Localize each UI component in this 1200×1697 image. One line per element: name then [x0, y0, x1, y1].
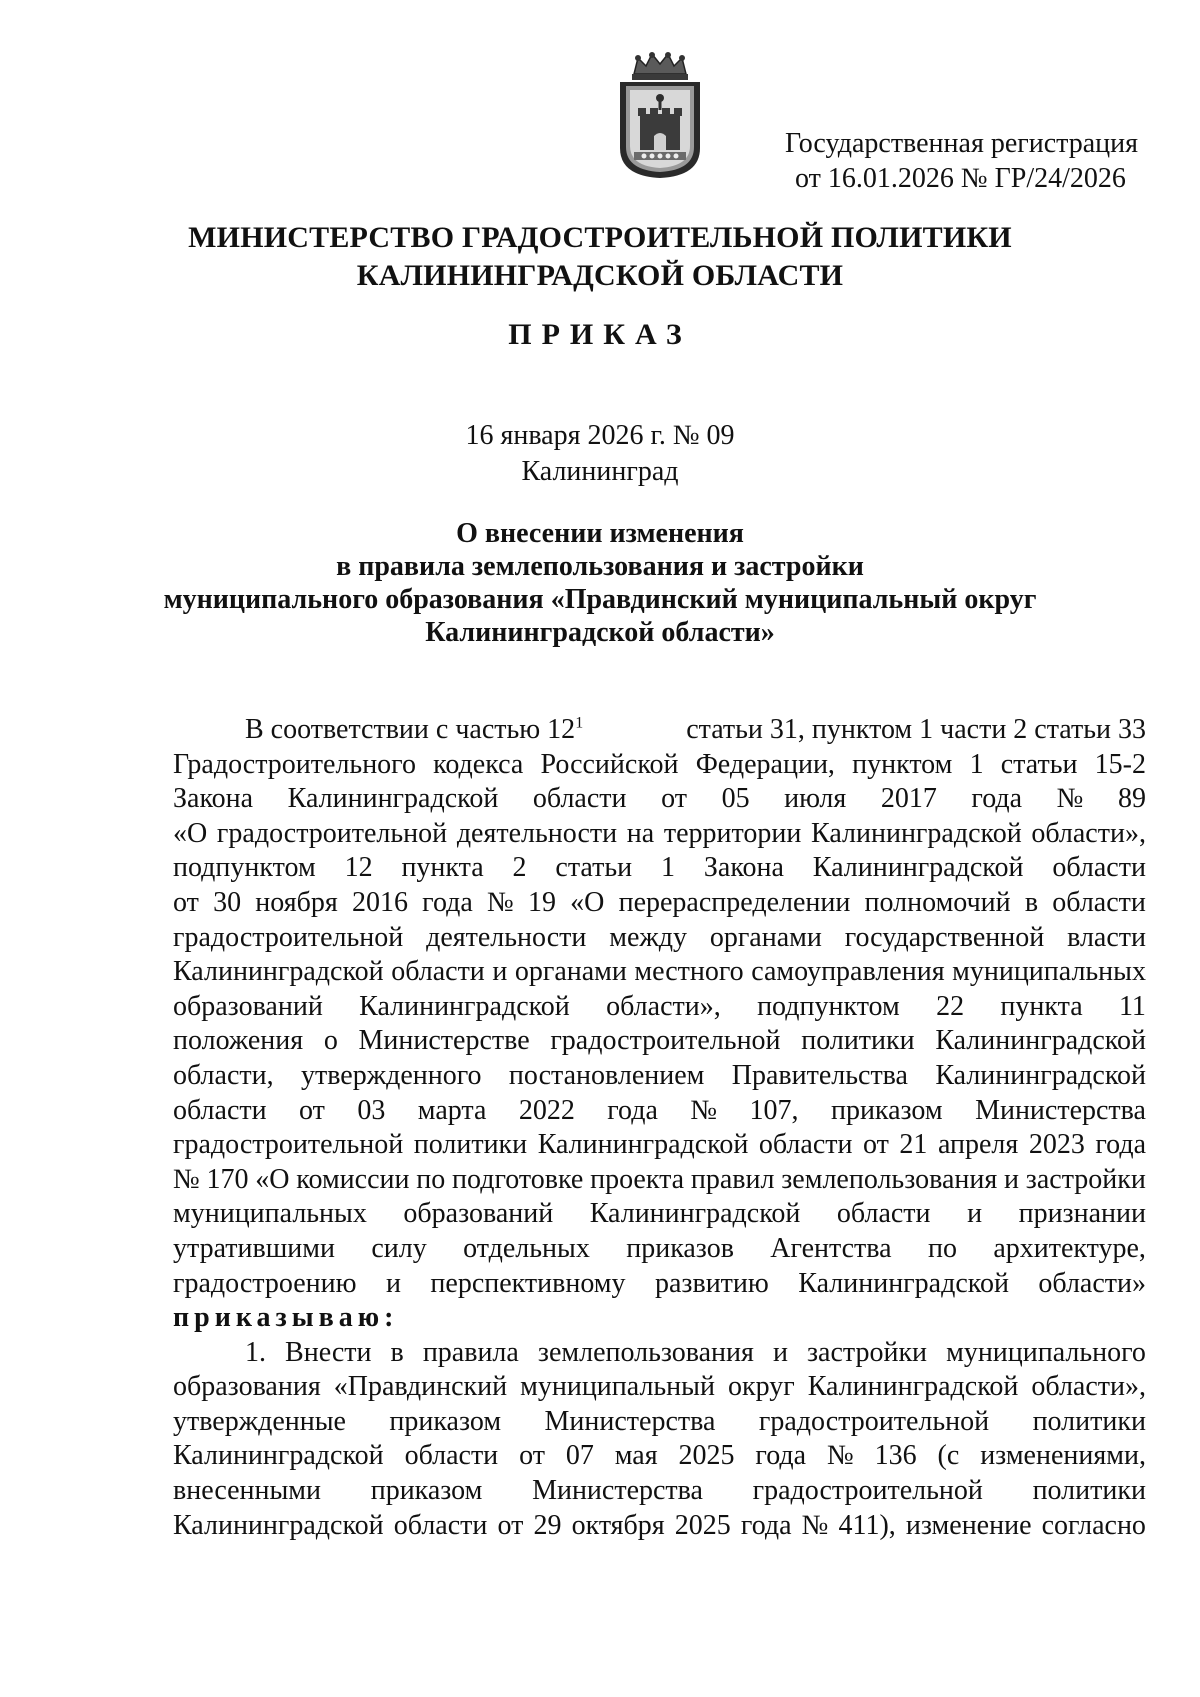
body-word: органами — [709, 921, 822, 953]
body-word: подготовке — [452, 1163, 584, 1195]
body-word: октября — [571, 1509, 665, 1541]
body-word: № — [826, 1440, 854, 1472]
body-word: области — [404, 1440, 499, 1472]
body-line — [173, 1024, 1146, 1059]
body-word: изменениями, — [980, 1440, 1146, 1472]
body-word: образований — [173, 990, 323, 1022]
coat-of-arms-icon — [612, 52, 708, 180]
body-line — [173, 1059, 1146, 1094]
subject-line-2: в правила землепользования и застройки — [336, 551, 864, 582]
body-word: от — [299, 1094, 325, 1126]
body-word: 1 — [969, 748, 984, 780]
body-word: между — [609, 921, 687, 953]
body-word: Калининградской — [811, 817, 1022, 849]
body-word: области — [1052, 886, 1146, 918]
body-word: на — [626, 817, 655, 849]
body-word: отдельных — [463, 1232, 590, 1264]
body-word: года — [1095, 1129, 1146, 1161]
subject-line-4: Калининградской области» — [425, 617, 775, 648]
body-word: области — [1052, 852, 1146, 884]
body-line — [173, 1405, 1146, 1440]
body-word: пункта — [1000, 990, 1083, 1022]
body-word: приказом — [389, 1405, 502, 1437]
body-line — [173, 851, 1146, 886]
document-body — [173, 713, 1146, 1543]
body-word: приказом — [370, 1475, 483, 1507]
body-word: от — [173, 886, 199, 918]
body-word: 19 — [527, 886, 556, 918]
body-word: градостроительной — [758, 1405, 990, 1437]
body-line — [173, 713, 1146, 748]
body-word: Российской — [540, 748, 679, 780]
body-word: утратившими — [173, 1232, 335, 1264]
body-word: 107, — [749, 1094, 799, 1126]
body-word: области, — [173, 1059, 274, 1091]
body-word: утвержденные — [173, 1405, 346, 1437]
body-word: Калининградской — [935, 1025, 1146, 1057]
body-line — [173, 1439, 1146, 1474]
body-word: в — [1024, 886, 1039, 918]
date-number: 16 января 2026 г. № 09 — [465, 420, 735, 451]
body-word: 21 — [899, 1129, 928, 1161]
body-word: 2022 — [518, 1094, 575, 1126]
body-word: внесенными — [173, 1475, 322, 1507]
body-word: 05 — [721, 783, 750, 815]
body-word: градостроению — [173, 1267, 357, 1299]
body-word: согласно — [1041, 1509, 1146, 1541]
registration-block — [785, 126, 1138, 196]
body-word: «О — [173, 817, 208, 849]
document-subject — [0, 517, 1200, 649]
body-word: области — [391, 956, 485, 988]
body-word: территории — [663, 817, 802, 849]
body-word: 03 — [357, 1094, 386, 1126]
body-line-text: В соответствии с частью $12^1$ — [245, 714, 584, 745]
body-word: градостроительной — [173, 921, 404, 953]
body-word: от — [519, 1440, 545, 1472]
body-word: 136 — [874, 1440, 917, 1472]
body-word: года — [971, 783, 1023, 815]
body-word: правила — [422, 1336, 519, 1368]
body-word: и — [1004, 1163, 1019, 1195]
body-word: кодекса — [433, 748, 524, 780]
body-word: правил — [690, 1163, 775, 1195]
body-word: Министерства — [544, 1405, 716, 1437]
body-word: комиссии — [296, 1163, 410, 1195]
body-word: «О — [570, 886, 605, 918]
body-word: образований — [403, 1198, 554, 1230]
body-word: мая — [614, 1440, 658, 1472]
body-word: положения — [173, 1025, 304, 1057]
body-word: 2025 — [674, 1509, 731, 1541]
body-word: Калининградской — [589, 1198, 801, 1230]
body-word: Агентства — [770, 1232, 892, 1264]
body-word: градостроительной — [173, 1129, 404, 1161]
body-word: и — [492, 956, 508, 988]
registration-line-1: Государственная регистрация — [785, 128, 1138, 159]
body-word: утвержденного — [301, 1059, 482, 1091]
body-word: Калининградской — [287, 783, 499, 815]
body-word: 411), — [838, 1509, 896, 1541]
body-word: Калининградской — [537, 1129, 749, 1161]
ministry-title — [0, 219, 1200, 295]
body-word: Министерства — [532, 1475, 703, 1507]
body-line — [173, 1094, 1146, 1129]
body-word: перераспределении — [618, 886, 851, 918]
body-word: области — [393, 1509, 488, 1541]
body-line — [173, 1474, 1146, 1509]
body-word: марта — [417, 1094, 487, 1126]
body-word: 07 — [565, 1440, 594, 1472]
body-word: деятельности — [456, 817, 618, 849]
body-word: подпунктом — [757, 990, 900, 1022]
body-word: ноября — [255, 886, 338, 918]
body-word: 2017 — [880, 783, 937, 815]
body-word: муниципального — [946, 1336, 1146, 1368]
body-word: Министерстве — [358, 1025, 530, 1057]
registration-line-2: от 16.01.2026 № ГР/24/2026 — [795, 163, 1126, 194]
body-word: Калининградской — [359, 990, 570, 1022]
body-word: (с — [937, 1440, 960, 1472]
body-word: власти — [1067, 921, 1146, 953]
body-line — [173, 1197, 1146, 1232]
body-word: градостроительной — [550, 1025, 781, 1057]
body-word: полномочий — [864, 886, 1011, 918]
body-word: 1. — [245, 1336, 266, 1368]
body-word: области — [532, 783, 627, 815]
subject-line-1: О внесении изменения — [456, 518, 744, 549]
body-word: градостроительной — [752, 1475, 983, 1507]
body-word: по — [927, 1232, 957, 1264]
body-word: 2016 — [351, 886, 408, 918]
body-word: Калининградской — [173, 956, 384, 988]
body-word: округ — [727, 1371, 795, 1403]
body-line — [173, 817, 1146, 852]
body-word: области», — [1031, 1371, 1146, 1403]
body-word: признании — [1018, 1198, 1146, 1230]
body-word: Калининградской — [173, 1509, 384, 1541]
document-type: ПРИКАЗ — [508, 318, 692, 351]
body-line — [173, 1509, 1146, 1544]
body-word: 170 — [206, 1163, 249, 1195]
body-word: политики — [1032, 1405, 1146, 1437]
body-word: и — [967, 1198, 983, 1230]
body-word: политики — [1032, 1475, 1146, 1507]
body-word: деятельности — [426, 921, 587, 953]
body-word: статьи — [555, 852, 633, 884]
body-word: застройки — [1025, 1163, 1146, 1195]
body-word: государственной — [844, 921, 1045, 953]
body-line — [173, 886, 1146, 921]
body-word: муниципальный — [520, 1371, 715, 1403]
body-word: органами — [514, 956, 627, 988]
body-word: политики — [413, 1129, 528, 1161]
city: Калининград — [521, 456, 679, 487]
body-line — [173, 1128, 1146, 1163]
body-line — [173, 921, 1146, 956]
body-word: 29 — [533, 1509, 562, 1541]
body-word: № — [801, 1509, 829, 1541]
body-word: в — [390, 1336, 404, 1368]
body-word: Федерации, — [695, 748, 835, 780]
body-word: статьи — [1000, 748, 1078, 780]
body-word: 2 — [512, 852, 527, 884]
subject-line-3: муниципального образования «Правдинский муниципальный округ — [163, 584, 1037, 615]
body-word: муниципальных — [952, 956, 1146, 988]
body-word: перспективному — [430, 1267, 626, 1299]
body-word: Калининградской — [798, 1267, 1009, 1299]
ministry-line-1: МИНИСТЕРСТВО ГРАДОСТРОИТЕЛЬНОЙ ПОЛИТИКИ — [188, 221, 1012, 254]
body-line — [173, 748, 1146, 783]
body-word: года — [740, 1509, 792, 1541]
body-line — [173, 782, 1146, 817]
body-word: года — [422, 886, 473, 918]
body-word: 2025 — [678, 1440, 735, 1472]
body-word: самоуправления — [751, 956, 945, 988]
body-word: образования — [173, 1371, 321, 1403]
body-line-text: статьи 31, пунктом 1 части 2 статьи 33 — [686, 714, 1146, 745]
body-word: приказов — [626, 1232, 734, 1264]
body-word: землепользования — [537, 1336, 754, 1368]
body-word: градостроительной — [216, 817, 448, 849]
body-word: «О — [255, 1163, 290, 1195]
body-word: муниципальных — [173, 1198, 367, 1230]
body-word: архитектуре, — [993, 1232, 1146, 1264]
body-word: № — [173, 1163, 200, 1195]
order-keyword: приказываю: — [173, 1302, 399, 1334]
body-word: 30 — [213, 886, 242, 918]
body-line — [173, 990, 1146, 1025]
body-word: проекта — [590, 1163, 685, 1195]
body-word: постановлением — [508, 1059, 705, 1091]
body-word: приказом — [830, 1094, 943, 1126]
body-word: 12 — [344, 852, 373, 884]
body-word: Правительства — [731, 1059, 908, 1091]
date-block — [0, 418, 1200, 490]
body-word: области», — [606, 990, 721, 1022]
body-word: от — [497, 1509, 524, 1541]
body-word: изменение — [905, 1509, 1032, 1541]
body-word: от — [661, 783, 687, 815]
body-line — [173, 1301, 1146, 1336]
body-word: 11 — [1118, 990, 1146, 1022]
body-word: развитию — [654, 1267, 769, 1299]
body-word: июля — [784, 783, 847, 815]
body-line — [173, 1232, 1146, 1267]
body-word: пункта — [401, 852, 484, 884]
body-word: 2023 — [1028, 1129, 1085, 1161]
body-line — [173, 1163, 1146, 1198]
body-word: Внести — [285, 1336, 372, 1368]
body-word: Закона — [173, 783, 254, 815]
body-word: года — [607, 1094, 658, 1126]
body-line — [173, 1370, 1146, 1405]
body-word: местного — [634, 956, 744, 988]
body-word: года — [755, 1440, 807, 1472]
body-word: Калининградской — [807, 1371, 1019, 1403]
body-word: по — [416, 1163, 446, 1195]
body-word: «Правдинский — [333, 1371, 508, 1403]
body-word: 15-2 — [1094, 748, 1146, 780]
body-line — [173, 1336, 1146, 1371]
body-line — [173, 1267, 1146, 1302]
body-word: землепользования — [781, 1163, 998, 1195]
body-word: области — [173, 1094, 267, 1126]
body-word: Закона — [703, 852, 784, 884]
body-line — [173, 955, 1146, 990]
body-word: от — [863, 1129, 889, 1161]
body-word: пунктом — [852, 748, 953, 780]
body-word: № — [487, 886, 514, 918]
body-word: Министерства — [975, 1094, 1146, 1126]
body-word: о — [323, 1025, 338, 1057]
body-word: Калининградской — [812, 852, 1024, 884]
body-word: Калининградской — [935, 1059, 1146, 1091]
body-word: области», — [1031, 817, 1146, 849]
body-word: и — [772, 1336, 788, 1368]
body-word: апреля — [937, 1129, 1019, 1161]
body-word: застройки — [806, 1336, 928, 1368]
body-word: области — [836, 1198, 931, 1230]
body-word: области — [758, 1129, 853, 1161]
body-word: 89 — [1117, 783, 1146, 815]
body-word: № — [1056, 783, 1084, 815]
body-word: подпунктом — [173, 852, 316, 884]
body-word: 22 — [936, 990, 965, 1022]
body-word: и — [385, 1267, 401, 1299]
body-word: Градостроительного — [173, 748, 416, 780]
ministry-line-2: КАЛИНИНГРАДСКОЙ ОБЛАСТИ — [356, 259, 844, 292]
body-word: № — [690, 1094, 718, 1126]
body-word: области» — [1038, 1267, 1146, 1299]
body-word: 1 — [660, 852, 675, 884]
body-word: силу — [371, 1232, 427, 1264]
body-word: политики — [801, 1025, 915, 1057]
body-word: Калининградской — [173, 1440, 384, 1472]
